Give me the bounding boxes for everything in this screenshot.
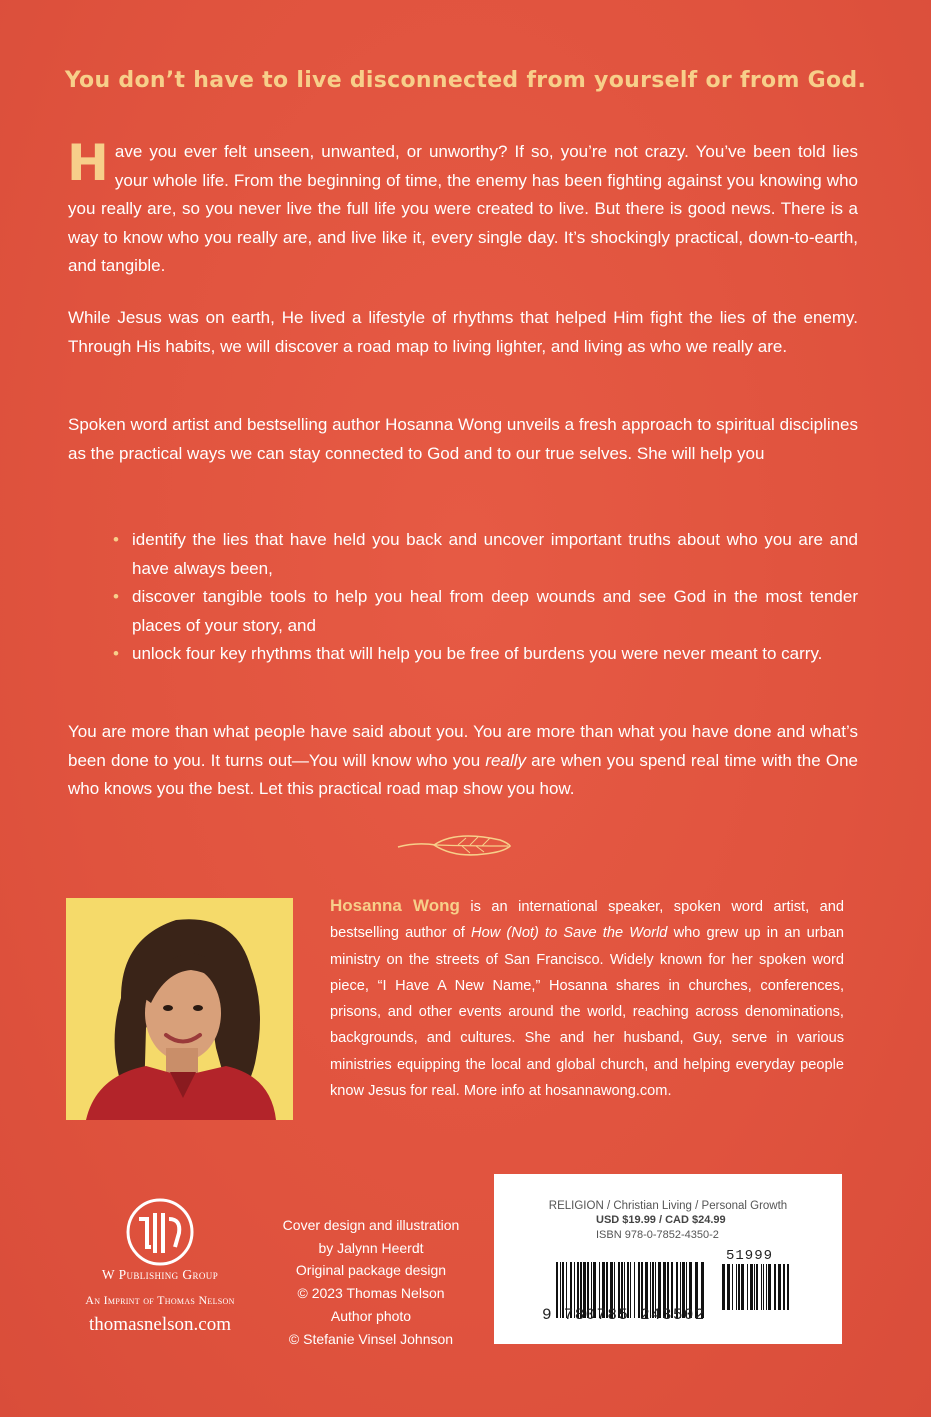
list-item: • unlock four key rhythms that will help you be free of burdens you were never meant to carry. <box>113 640 858 669</box>
benefits-list <box>113 526 858 669</box>
publisher-block <box>60 1197 260 1336</box>
author-bio: Hosanna Wong is an international speaker, spoken word artist, and bestselling author of How (Not) to Save the World who grew up in an urban ministry on the streets of San Francisco. Widely known for her spoken word piece, “I Have A New Name,” Hosanna shares in churches, conferences, prisons, and other events around the world, reaching across denominations, backgrounds, and cultures. She and her husband, Guy, serve in various ministries equipping the local and global church, and helping everyday people know Jesus for real. More info at hosannawong.com. <box>330 896 845 1100</box>
list-item: • identify the lies that have held you back and uncover important truths about who you are and have always been, <box>113 526 858 583</box>
credit-line: by Jalynn Heerdt <box>318 1239 424 1256</box>
price-addon-barcode-icon <box>722 1264 792 1310</box>
headline: You don’t have to live disconnected from yourself or from God. <box>64 68 867 93</box>
author-photo <box>66 898 293 1120</box>
price-code: 51999 <box>726 1248 774 1264</box>
isbn-text: ISBN 978-0-7852-4350-2 <box>596 1229 719 1241</box>
credit-line: © 2023 Thomas Nelson <box>297 1285 445 1302</box>
credit-line: Original package design <box>295 1262 447 1279</box>
intro-paragraph <box>67 134 858 281</box>
design-credits <box>262 1214 480 1350</box>
author-name: Hosanna Wong <box>330 896 460 915</box>
paragraph-closing: You are more than what people have said about you. You are more than what you have done and what’s been done to you. It turns out—You will know who you really are when you spend real time with the One who knows you the best. Let this practical road map show you how. <box>68 722 859 798</box>
book-title: How (Not) to Save the World <box>471 925 668 942</box>
publisher-imprint: An Imprint of Thomas Nelson <box>85 1293 235 1307</box>
publisher-website: thomasnelson.com <box>89 1314 231 1335</box>
credit-line: © Stefanie Vinsel Johnson <box>288 1330 454 1347</box>
publisher-name: W Publishing Group <box>101 1267 219 1282</box>
bullet-icon: • <box>113 644 119 663</box>
barcode-label <box>494 1174 842 1344</box>
emphasis-really: really <box>485 750 526 770</box>
credit-line: Cover design and illustration <box>282 1217 460 1233</box>
bisac-category: RELIGION / Christian Living / Personal Growth <box>548 1200 788 1212</box>
credit-line: Author photo <box>330 1307 412 1324</box>
intro-text: ave you ever felt unseen, unwanted, or unworthy? If so, you’re not crazy. You’ve been told lies your whole life. From the beginning of time, the enemy has been fighting against you knowing who you really are, so you never live the full life you were created to live. But there is good news. There is a way to know who you really are, and live like it, every single day. It’s shockingly practical, down-to-earth, and tangible. <box>68 142 858 275</box>
barcode-digits: 9 780785 243502 <box>542 1306 706 1324</box>
bullet-icon: • <box>113 530 119 549</box>
list-item: • discover tangible tools to help you heal from deep wounds and see God in the most tender places of your story, and <box>113 583 858 640</box>
price-text: USD $19.99 / CAD $24.99 <box>596 1214 726 1226</box>
drop-cap: H <box>67 134 109 192</box>
paragraph-jesus-rhythms: While Jesus was on earth, He lived a lifestyle of rhythms that helped Him fight the lies of the enemy. Through His habits, we will discover a road map to living lighter, and living as who we really are. <box>68 308 858 356</box>
bullet-icon: • <box>113 587 119 606</box>
w-publishing-logo-icon <box>125 1197 195 1267</box>
paragraph-author-intro: Spoken word artist and bestselling author Hosanna Wong unveils a fresh approach to spiritual disciplines as the practical ways we can stay connected to God and to our true selves. She will help you <box>68 415 858 463</box>
leaf-ornament-icon <box>396 830 512 860</box>
